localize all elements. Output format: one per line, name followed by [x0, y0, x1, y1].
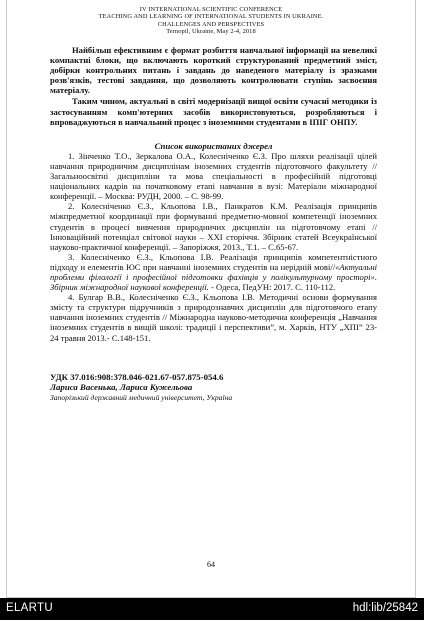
udc-code: УДК 37.016:908:378.046-021.67-057.875-054.6	[50, 371, 224, 382]
body-paragraph: Таким чином, актуальні в світі модернізації вищої освіти сучасні методики із застосуванням комп'ютерних засобів використовуються, розробляються і впроваджуються в навчальний процес з іноземними студентами в ІПІГ ОНПУ.	[50, 96, 377, 127]
reference-text: 4. Булгар В.В., Колесніченко Є.З., Кльопова І.В. Методичні основи формування змісту та структури підручників з природознавчих дисциплін для підготовчого етапу навчання іноземних студентів // Міжнародна науково-методична конференція „Навчання іноземних студентів в вищій школі: традиції і перспективи”, м. Харків, НТУ „ХПІ” 23-24 травня 2013.- С.148-151.	[50, 292, 377, 343]
page-content	[50, 45, 377, 403]
reference-item	[50, 151, 377, 201]
reference-item	[50, 292, 377, 342]
repository-footer-bar	[0, 598, 424, 620]
author-affiliation: Запорізький державний медичний університет, Україна	[50, 392, 233, 402]
reference-text: 1. Зінченко Т.О., Зеркалова О.А., Колесніченко Є.З. Про шляхи реалізації цілей навчання природничим дисциплінам іноземних студентів підготовчого факультету // Загальноосвітні дисципліни та мова спеціальності в професійній підготовці національних кадрів на початковому етапі навчання в вузі: Матеріали міжнародної конференції. – Москва: РУДН, 2000. – С. 98-99.	[50, 150, 377, 202]
header-line-4: Ternopil, Ukraine, May 2-4, 2018	[166, 28, 256, 36]
reference-item	[50, 252, 377, 292]
reference-text: 2. Колесніченко Є.З., Кльопова І.В., Панкратов К.М. Реалізація принципів міжпредметної координації при формуванні предметно-мовної компетенції іноземних студентів в процесі вивчення природничих дисциплін на підготовчому етапі // Інноваційний потенціал світової науки – XXI сторіччя. Збірник статей Всеукраїнської науково-практичної конференції. – Запоріжжя, 2013., Т.1. – С.65-67.	[50, 201, 377, 252]
reference-item	[50, 201, 377, 251]
conference-header	[7, 6, 415, 36]
reference-italic-title: «Актуальні проблеми філології і професійної підготовки фахівців у полікультурному просторі». Збірник міжнародної наукової конференції.	[50, 261, 377, 293]
article-authors: Лариса Васенька, Лариса Кужельова	[50, 381, 193, 392]
page-number: 64	[207, 560, 215, 569]
header-line-3: CHALLENGES AND PERSPECTIVES	[157, 20, 265, 28]
handle-identifier: hdl:lib/25842	[352, 602, 418, 614]
header-line-1: IV INTERNATIONAL SCIENTIFIC CONFERENCE	[139, 6, 283, 13]
header-line-2: TEACHING AND LEARNING OF INTERNATIONAL STUDENTS IN UKRAINE.	[98, 13, 324, 21]
document-page	[6, 0, 416, 598]
reference-text: 3. Колесніченко Є.З., Кльопова І.В. Реалізація принципів компетентністного підходу и елементів ЮС при навчанні іноземних студентів на нерідній мові//	[50, 251, 377, 272]
references-title: Список використаних джерел	[154, 140, 273, 151]
body-paragraph: Найбільш ефективним є формат розбиття навчальної інформації на невеликі компактні блоки, що включають короткий структурований предметний зміст, добірки контрольних питань і завдань до наведеного матеріалу із зразками розв'язків, тестові завдання, що дозволяють контролювати ступінь засвоєння матеріалу.	[50, 45, 377, 96]
repository-name: ELARTU	[6, 602, 53, 614]
reference-text-end: - Одеса, ПедУН: 2017. С. 110-112.	[208, 282, 336, 293]
